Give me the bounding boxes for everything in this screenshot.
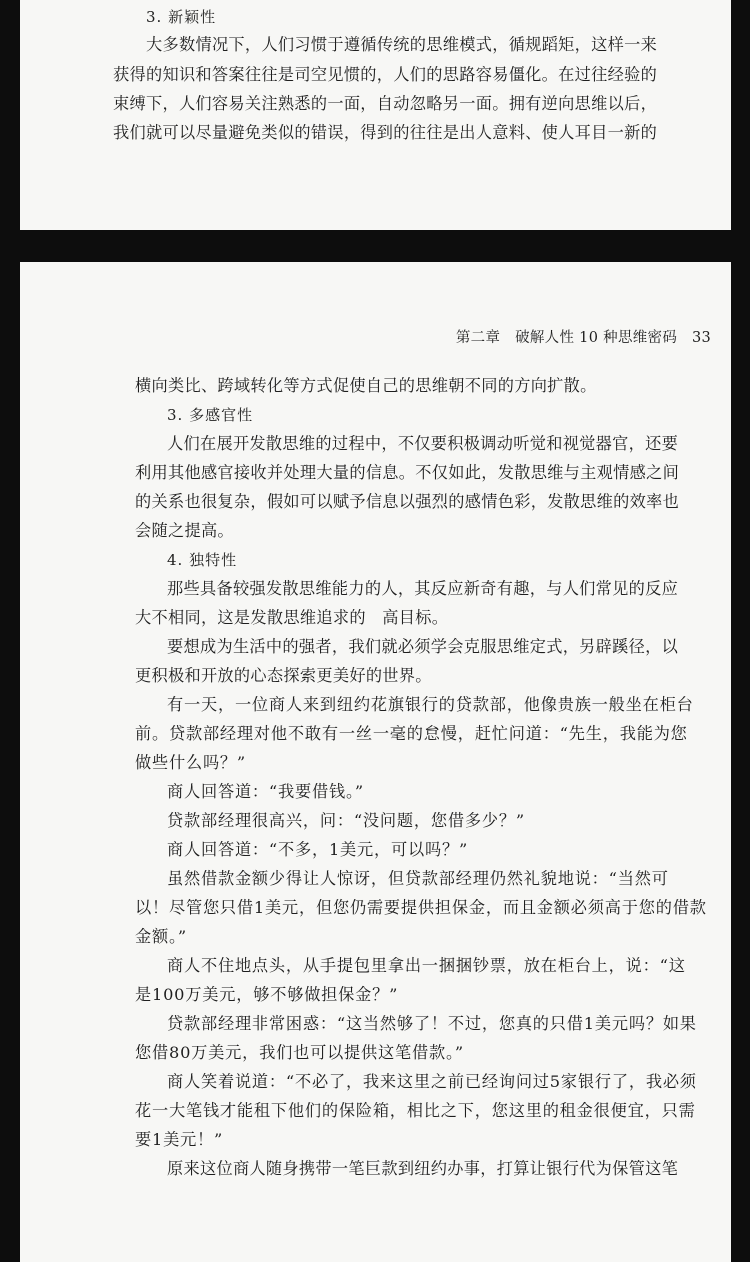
top-page (20, 0, 731, 230)
story-line: 您借80万美元，我们也可以提供这笔借款。” (135, 1043, 464, 1062)
section-heading-uniqueness: 4. 独特性 (167, 551, 238, 569)
story-line: 做些什么吗？” (135, 753, 246, 772)
section-heading-multisensory: 3. 多感官性 (167, 406, 254, 424)
paragraph-line: 原来这位商人随身携带一笔巨款到纽约办事，打算让银行代为保管这笔 (167, 1159, 679, 1178)
paragraph-line: 人们在展开发散思维的过程中，不仅要积极调动听觉和视觉器官，还要 (167, 434, 679, 453)
story-line: 商人回答道：“我要借钱。” (167, 782, 364, 801)
paragraph-line: 要想成为生活中的强者，我们就必须学会克服思维定式，另辟蹊径，以 (167, 637, 679, 656)
paragraph-line: 获得的知识和答案往往是司空见惯的，人们的思路容易僵化。在过往经验的 (113, 65, 658, 84)
story-line: 商人笑着说道：“不必了，我来这里之前已经询问过5家银行了，我必须 (167, 1072, 697, 1091)
paragraph-line: 利用其他感官接收并处理大量的信息。不仅如此，发散思维与主观情感之间 (135, 463, 680, 482)
story-line: 要1美元！” (135, 1130, 224, 1149)
story-line: 是100万美元，够不够做担保金？” (135, 985, 399, 1004)
story-line: 有一天，一位商人来到纽约花旗银行的贷款部，他像贵族一般坐在柜台 (167, 695, 694, 714)
story-line: 以！尽管您只借1美元，但您仍需要提供担保金，而且金额必须高于您的借款 (135, 898, 707, 917)
story-line: 金额。” (135, 927, 187, 946)
section-heading-novelty: 3. 新颖性 (146, 8, 217, 26)
paragraph-line: 大不相同，这是发散思维追求的 高目标。 (135, 608, 449, 627)
paragraph-line: 那些具备较强发散思维能力的人，其反应新奇有趣，与人们常见的反应 (167, 579, 679, 598)
paragraph-line: 大多数情况下，人们习惯于遵循传统的思维模式，循规蹈矩，这样一来 (146, 35, 658, 54)
story-line: 前。贷款部经理对他不敢有一丝一毫的怠慢，赶忙问道：“先生，我能为您 (135, 724, 688, 743)
story-line: 虽然借款金额少得让人惊讶，但贷款部经理仍然礼貌地说：“当然可 (167, 869, 669, 888)
running-head: 第二章 破解人性 10 种思维密码 33 (455, 330, 711, 346)
paragraph-line: 我们就可以尽量避免类似的错误，得到的往往是出人意料、使人耳目一新的 (113, 123, 658, 142)
paragraph-line: 的关系也很复杂，假如可以赋予信息以强烈的感情色彩，发散思维的效率也 (135, 492, 680, 511)
bottom-page (20, 262, 731, 1262)
paragraph-line: 束缚下，人们容易关注熟悉的一面，自动忽略另一面。拥有逆向思维以后， (113, 94, 658, 113)
story-line: 贷款部经理很高兴，问：“没问题，您借多少？” (167, 811, 525, 830)
story-line: 花一大笔钱才能租下他们的保险箱，相比之下，您这里的租金很便宜，只需 (135, 1101, 696, 1120)
paragraph-line: 更积极和开放的心态探索更美好的世界。 (135, 666, 432, 685)
story-line: 商人回答道：“不多，1美元，可以吗？” (167, 840, 469, 859)
story-line: 商人不住地点头，从手提包里拿出一捆捆钞票，放在柜台上，说：“这 (167, 956, 686, 975)
paragraph-line: 横向类比、跨域转化等方式促使自己的思维朝不同的方向扩散。 (135, 376, 597, 395)
story-line: 贷款部经理非常困惑：“这当然够了！不过，您真的只借1美元吗？如果 (167, 1014, 697, 1033)
paragraph-line: 会随之提高。 (135, 521, 234, 540)
